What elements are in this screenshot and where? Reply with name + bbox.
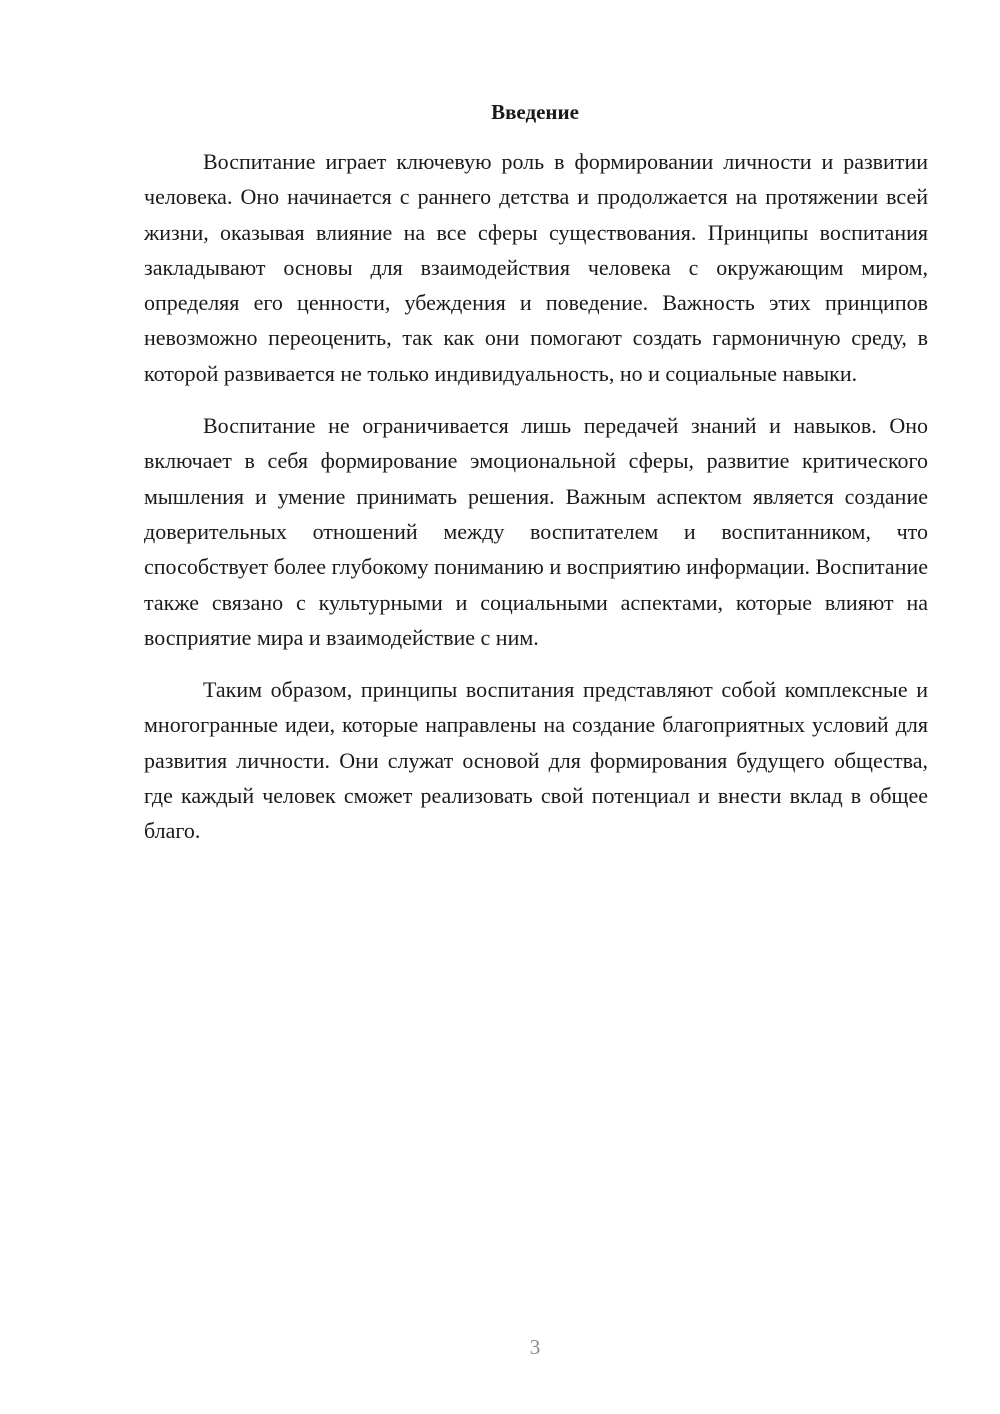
body-text	[144, 144, 928, 866]
paragraph-2: Воспитание не ограничивается лишь передачей знаний и навыков. Оно включает в себя формирование эмоциональной сферы, развитие критического мышления и умение принимать решения. Важным аспектом является создание доверительных отношений между воспитателем и воспитанником, что способствует более глубокому пониманию и восприятию информации. Воспитание также связано с культурными и социальными аспектами, которые влияют на восприятие мира и взаимодействие с ним.	[144, 413, 928, 650]
page-title: Введение	[491, 100, 579, 124]
paragraph-3: Таким образом, принципы воспитания представляют собой комплексные и многогранные идеи, которые направлены на создание благоприятных условий для развития личности. Они служат основой для формирования будущего общества, где каждый человек сможет реализовать свой потенциал и внести вклад в общее благо.	[144, 677, 928, 844]
paragraph-1: Воспитание играет ключевую роль в формировании личности и развитии человека. Оно начинается с раннего детства и продолжается на протяжении всей жизни, оказывая влияние на все сферы существования. Принципы воспитания закладывают основы для взаимодействия человека с окружающим миром, определяя его ценности, убеждения и поведение. Важность этих принципов невозможно переоценить, так как они помогают создать гармоничную среду, в которой развивается не только индивидуальность, но и социальные навыки.	[144, 149, 928, 386]
page-number: 3	[529, 1335, 541, 1359]
